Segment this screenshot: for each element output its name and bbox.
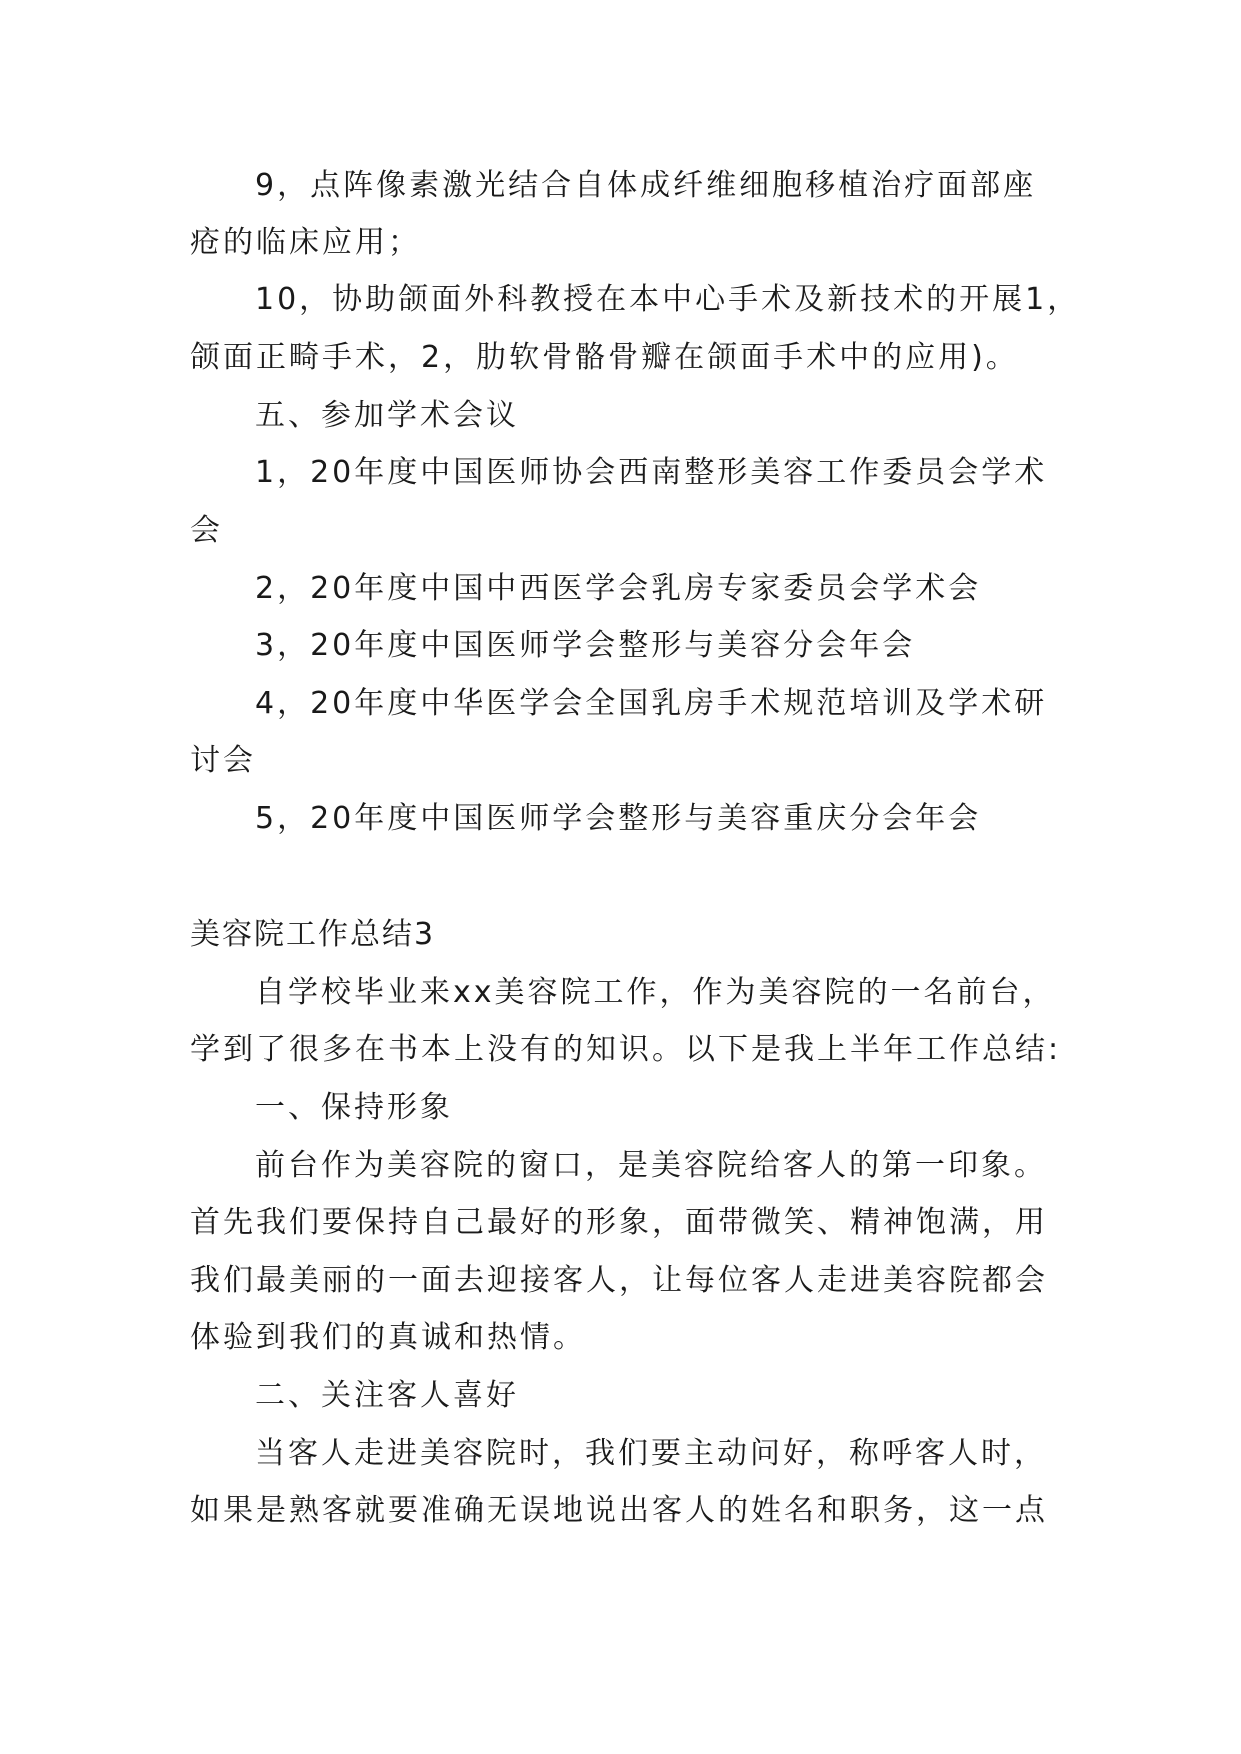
text-line: 首先我们要保持自己最好的形象，面带微笑、精神饱满，用 <box>190 1205 1048 1240</box>
text-line: 当客人走进美容院时，我们要主动问好，称呼客人时， <box>255 1436 1047 1471</box>
text-line: 前台作为美容院的窗口，是美容院给客人的第一印象。 <box>255 1148 1047 1183</box>
list-item: 1，20年度中国医师协会西南整形美容工作委员会学术 <box>255 455 1048 490</box>
section-heading: 一、保持形象 <box>255 1090 453 1125</box>
text-line: 9，点阵像素激光结合自体成纤维细胞移植治疗面部座 <box>255 168 1037 203</box>
list-item: 4，20年度中华医学会全国乳房手术规范培训及学术研 <box>255 686 1048 721</box>
text-line: 自学校毕业来xx美容院工作，作为美容院的一名前台， <box>255 975 1056 1010</box>
text-line: 如果是熟客就要准确无误地说出客人的姓名和职务，这一点 <box>190 1493 1048 1528</box>
text-line: 颌面正畸手术，2，肋软骨骼骨瓣在颌面手术中的应用)。 <box>190 340 1019 375</box>
text-line: 讨会 <box>190 743 256 778</box>
text-line: 体验到我们的真诚和热情。 <box>190 1320 586 1355</box>
section-heading: 五、参加学术会议 <box>255 398 519 433</box>
section-heading: 二、关注客人喜好 <box>255 1378 519 1413</box>
text-line: 会 <box>190 513 223 548</box>
article-title: 美容院工作总结3 <box>190 917 436 952</box>
list-item: 3，20年度中国医师学会整形与美容分会年会 <box>255 628 916 663</box>
list-item: 2，20年度中国中西医学会乳房专家委员会学术会 <box>255 571 982 606</box>
list-item: 5，20年度中国医师学会整形与美容重庆分会年会 <box>255 801 982 836</box>
text-line: 我们最美丽的一面去迎接客人，让每位客人走进美容院都会 <box>190 1263 1048 1298</box>
text-line: 10，协助颌面外科教授在本中心手术及新技术的开展1， <box>255 282 1081 317</box>
text-line: 疮的临床应用； <box>190 225 421 260</box>
text-line: 学到了很多在书本上没有的知识。以下是我上半年工作总结: <box>190 1032 1062 1067</box>
